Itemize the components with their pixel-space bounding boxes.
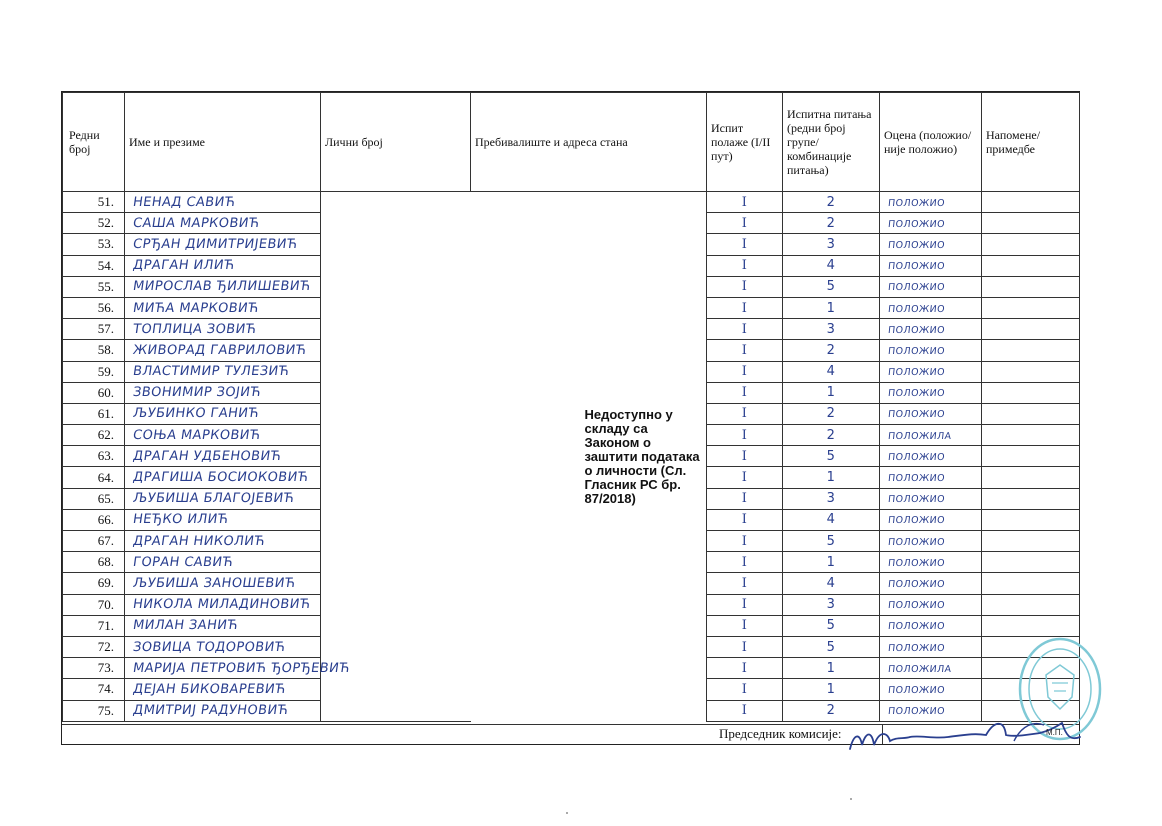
- grade: [880, 213, 982, 234]
- row-number: 73.: [63, 658, 125, 679]
- candidate-name-text: СРЂАН ДИМИТРИЈЕВИЋ: [131, 236, 299, 252]
- question-group: [783, 403, 880, 424]
- candidate-name: [125, 192, 321, 213]
- exam-attempt-text: I: [741, 470, 748, 486]
- notes: [982, 594, 1080, 615]
- grade: [880, 573, 982, 594]
- notes: [982, 255, 1080, 276]
- question-group: [783, 319, 880, 340]
- personal-id-redacted: [321, 192, 471, 722]
- row-number: 74.: [63, 679, 125, 700]
- exam-attempt-text: I: [741, 448, 748, 464]
- header-grade: Оцена (положио/ није положио): [880, 93, 982, 192]
- exam-attempt: [707, 234, 783, 255]
- exam-attempt-text: I: [741, 597, 748, 613]
- notes: [982, 234, 1080, 255]
- chair-label: Председник комисије:: [719, 726, 842, 741]
- candidate-name: [125, 636, 321, 657]
- question-group: [783, 361, 880, 382]
- candidate-name-text: МАРИЈА ПЕТРОВИЋ ЂОРЂЕВИЋ: [131, 660, 351, 676]
- grade: [880, 531, 982, 552]
- exam-registry-form: [61, 91, 1080, 745]
- candidate-name: [125, 276, 321, 297]
- question-group-text: 2: [826, 342, 836, 358]
- question-group-text: 3: [826, 321, 836, 337]
- candidate-name-text: ДЕЈАН БИКОВАРЕВИЋ: [131, 681, 287, 697]
- exam-attempt-text: I: [741, 660, 748, 676]
- chair-signature: [844, 711, 1104, 757]
- notes: [982, 361, 1080, 382]
- exam-attempt: [707, 213, 783, 234]
- exam-attempt: [707, 403, 783, 424]
- question-group-text: 1: [826, 470, 836, 486]
- grade-text: ПОЛОЖИО: [887, 600, 946, 612]
- candidate-name: [125, 488, 321, 509]
- row-number: 60.: [63, 382, 125, 403]
- candidate-name-text: ЗВОНИМИР ЗОЈИЋ: [131, 385, 262, 401]
- exam-attempt: [707, 552, 783, 573]
- grade-text: ПОЛОЖИЛА: [887, 663, 953, 675]
- grade-text: ПОЛОЖИО: [887, 536, 946, 548]
- notes: [982, 573, 1080, 594]
- candidate-name: [125, 552, 321, 573]
- exam-attempt-text: I: [741, 321, 748, 337]
- candidate-name: [125, 679, 321, 700]
- row-number: 61.: [63, 403, 125, 424]
- header-num: Редни број: [63, 93, 125, 192]
- grade-text: ПОЛОЖИО: [887, 557, 946, 569]
- grade-text: ПОЛОЖИО: [887, 409, 946, 421]
- exam-attempt-text: I: [741, 639, 748, 655]
- registry-body: [63, 192, 1080, 722]
- grade: [880, 552, 982, 573]
- grade-text: ПОЛОЖИО: [887, 642, 946, 654]
- grade: [880, 446, 982, 467]
- grade: [880, 488, 982, 509]
- question-group-text: 2: [826, 427, 836, 443]
- grade-text: ПОЛОЖИО: [887, 473, 946, 485]
- question-group-text: 2: [826, 215, 836, 231]
- grade: [880, 594, 982, 615]
- question-group: [783, 509, 880, 530]
- candidate-name: [125, 700, 321, 721]
- registry-table: [62, 92, 1080, 722]
- candidate-name-text: ЉУБИНКО ГАНИЋ: [131, 406, 260, 422]
- redacted-note: Недоступно у складу са Законом о заштити података о личности (Сл. Гласник РС бр. 87/2018): [471, 192, 707, 722]
- question-group-text: 4: [826, 575, 836, 591]
- exam-attempt: [707, 636, 783, 657]
- grade: [880, 192, 982, 213]
- candidate-name-text: ВЛАСТИМИР ТУЛЕЗИЋ: [131, 364, 291, 380]
- candidate-name: [125, 255, 321, 276]
- notes: [982, 319, 1080, 340]
- question-group: [783, 192, 880, 213]
- exam-attempt-text: I: [741, 215, 748, 231]
- notes: [982, 446, 1080, 467]
- scan-speck: [566, 812, 568, 814]
- candidate-name-text: ЖИВОРАД ГАВРИЛОВИЋ: [131, 342, 308, 358]
- grade-text: ПОЛОЖИО: [887, 494, 946, 506]
- candidate-name: [125, 297, 321, 318]
- grade: [880, 615, 982, 636]
- candidate-name-text: МИРОСЛАВ ЂИЛИШЕВИЋ: [131, 279, 312, 295]
- question-group-text: 4: [826, 512, 836, 528]
- exam-attempt: [707, 425, 783, 446]
- candidate-name-text: ТОПЛИЦА ЗОВИЋ: [131, 321, 258, 337]
- exam-attempt-text: I: [741, 342, 748, 358]
- grade: [880, 319, 982, 340]
- question-group-text: 4: [826, 258, 836, 274]
- question-group: [783, 552, 880, 573]
- row-number: 63.: [63, 446, 125, 467]
- exam-attempt-text: I: [741, 512, 748, 528]
- header-questions: Испитна питања (редни број групе/ комбинације питања): [783, 93, 880, 192]
- exam-attempt-text: I: [741, 258, 748, 274]
- grade-text: ПОЛОЖИО: [887, 303, 946, 315]
- question-group: [783, 255, 880, 276]
- question-group: [783, 467, 880, 488]
- question-group: [783, 382, 880, 403]
- exam-attempt-text: I: [741, 279, 748, 295]
- question-group-text: 5: [826, 279, 836, 295]
- grade-text: ПОЛОЖИО: [887, 345, 946, 357]
- grade: [880, 467, 982, 488]
- candidate-name: [125, 213, 321, 234]
- question-group-text: 3: [826, 236, 836, 252]
- row-number: 67.: [63, 531, 125, 552]
- exam-attempt-text: I: [741, 533, 748, 549]
- notes: [982, 552, 1080, 573]
- grade-text: ПОЛОЖИО: [887, 388, 946, 400]
- notes: [982, 509, 1080, 530]
- grade-text: ПОЛОЖИО: [887, 261, 946, 273]
- exam-attempt: [707, 531, 783, 552]
- exam-attempt: [707, 658, 783, 679]
- row-number: 54.: [63, 255, 125, 276]
- grade-text: ПОЛОЖИО: [887, 451, 946, 463]
- candidate-name: [125, 531, 321, 552]
- grade-text: ПОЛОЖИО: [887, 218, 946, 230]
- question-group: [783, 425, 880, 446]
- exam-attempt: [707, 679, 783, 700]
- question-group-text: 5: [826, 639, 836, 655]
- candidate-name-text: МИЋА МАРКОВИЋ: [131, 300, 260, 316]
- grade: [880, 276, 982, 297]
- exam-attempt-text: I: [741, 427, 748, 443]
- exam-attempt: [707, 319, 783, 340]
- question-group-text: 4: [826, 364, 836, 380]
- notes: [982, 340, 1080, 361]
- table-row: [63, 192, 1080, 213]
- stamp-label: М.П.: [1046, 728, 1063, 737]
- candidate-name-text: ДРАГАН УДБЕНОВИЋ: [131, 448, 283, 464]
- candidate-name-text: МИЛАН ЗАНИЋ: [131, 618, 239, 634]
- candidate-name-text: НЕЂКО ИЛИЋ: [131, 512, 230, 528]
- notes: [982, 467, 1080, 488]
- exam-attempt: [707, 361, 783, 382]
- candidate-name: [125, 340, 321, 361]
- candidate-name-text: ЉУБИША БЛАГОЈЕВИЋ: [131, 491, 296, 507]
- candidate-name: [125, 319, 321, 340]
- exam-attempt: [707, 382, 783, 403]
- exam-attempt-text: I: [741, 236, 748, 252]
- grade-text: ПОЛОЖИО: [887, 324, 946, 336]
- question-group: [783, 234, 880, 255]
- candidate-name: [125, 446, 321, 467]
- exam-attempt: [707, 509, 783, 530]
- exam-attempt: [707, 700, 783, 721]
- row-number: 72.: [63, 636, 125, 657]
- exam-attempt: [707, 297, 783, 318]
- grade-text: ПОЛОЖИО: [887, 282, 946, 294]
- grade: [880, 679, 982, 700]
- exam-attempt: [707, 446, 783, 467]
- exam-attempt-text: I: [741, 406, 748, 422]
- grade-text: ПОЛОЖИО: [887, 578, 946, 590]
- question-group-text: 2: [826, 194, 836, 210]
- notes: [982, 615, 1080, 636]
- exam-attempt: [707, 467, 783, 488]
- row-number: 51.: [63, 192, 125, 213]
- exam-attempt: [707, 276, 783, 297]
- exam-attempt-text: I: [741, 385, 748, 401]
- row-number: 57.: [63, 319, 125, 340]
- candidate-name-text: ЗОВИЦА ТОДОРОВИЋ: [131, 639, 287, 655]
- exam-attempt: [707, 573, 783, 594]
- header-name: Име и презиме: [125, 93, 321, 192]
- candidate-name-text: САША МАРКОВИЋ: [131, 215, 261, 231]
- notes: [982, 488, 1080, 509]
- notes: [982, 276, 1080, 297]
- row-number: 69.: [63, 573, 125, 594]
- candidate-name: [125, 467, 321, 488]
- candidate-name-text: ДМИТРИЈ РАДУНОВИЋ: [131, 703, 290, 719]
- question-group-text: 1: [826, 300, 836, 316]
- candidate-name-text: НЕНАД САВИЋ: [131, 194, 237, 210]
- exam-attempt-text: I: [741, 703, 748, 719]
- question-group: [783, 658, 880, 679]
- notes: [982, 531, 1080, 552]
- grade: [880, 636, 982, 657]
- candidate-name: [125, 425, 321, 446]
- candidate-name-text: НИКОЛА МИЛАДИНОВИЋ: [131, 597, 312, 613]
- exam-attempt: [707, 255, 783, 276]
- candidate-name: [125, 403, 321, 424]
- row-number: 58.: [63, 340, 125, 361]
- exam-attempt-text: I: [741, 194, 748, 210]
- candidate-name-text: СОЊА МАРКОВИЋ: [131, 427, 262, 443]
- question-group: [783, 679, 880, 700]
- question-group-text: 1: [826, 660, 836, 676]
- row-number: 68.: [63, 552, 125, 573]
- question-group: [783, 488, 880, 509]
- row-number: 65.: [63, 488, 125, 509]
- grade-text: ПОЛОЖИО: [887, 706, 946, 718]
- question-group: [783, 531, 880, 552]
- exam-attempt-text: I: [741, 554, 748, 570]
- question-group: [783, 297, 880, 318]
- grade: [880, 509, 982, 530]
- question-group: [783, 636, 880, 657]
- notes: [982, 382, 1080, 403]
- exam-attempt: [707, 594, 783, 615]
- grade-text: ПОЛОЖИЛА: [887, 430, 953, 442]
- notes: [982, 403, 1080, 424]
- exam-attempt-text: I: [741, 618, 748, 634]
- grade-text: ПОЛОЖИО: [887, 239, 946, 251]
- question-group: [783, 573, 880, 594]
- question-group-text: 1: [826, 681, 836, 697]
- row-number: 59.: [63, 361, 125, 382]
- question-group-text: 1: [826, 385, 836, 401]
- candidate-name: [125, 658, 351, 679]
- header-personal-id: Лични број: [321, 93, 471, 192]
- candidate-name: [125, 615, 321, 636]
- notes: [982, 297, 1080, 318]
- exam-attempt-text: I: [741, 575, 748, 591]
- row-number: 53.: [63, 234, 125, 255]
- candidate-name: [125, 573, 321, 594]
- scan-speck: [850, 798, 852, 800]
- question-group-text: 1: [826, 554, 836, 570]
- exam-attempt: [707, 192, 783, 213]
- grade: [880, 361, 982, 382]
- grade: [880, 234, 982, 255]
- exam-attempt: [707, 488, 783, 509]
- grade-text: ПОЛОЖИО: [887, 621, 946, 633]
- question-group-text: 5: [826, 533, 836, 549]
- grade: [880, 340, 982, 361]
- notes: [982, 192, 1080, 213]
- candidate-name-text: ЉУБИША ЗАНОШЕВИЋ: [131, 575, 297, 591]
- question-group: [783, 276, 880, 297]
- candidate-name-text: ДРАГАН НИКОЛИЋ: [131, 533, 266, 549]
- row-number: 52.: [63, 213, 125, 234]
- grade: [880, 658, 982, 679]
- row-number: 71.: [63, 615, 125, 636]
- grade-text: ПОЛОЖИО: [887, 684, 946, 696]
- candidate-name: [125, 509, 321, 530]
- candidate-name-text: ГОРАН САВИЋ: [131, 554, 235, 570]
- row-number: 56.: [63, 297, 125, 318]
- grade: [880, 255, 982, 276]
- exam-attempt: [707, 615, 783, 636]
- exam-attempt: [707, 340, 783, 361]
- row-number: 55.: [63, 276, 125, 297]
- header-exam: Испит полаже (I/II пут): [707, 93, 783, 192]
- exam-attempt-text: I: [741, 300, 748, 316]
- grade-text: ПОЛОЖИО: [887, 197, 946, 209]
- row-number: 62.: [63, 425, 125, 446]
- header-address: Пребивалиште и адреса стана: [471, 93, 707, 192]
- grade: [880, 382, 982, 403]
- notes: [982, 425, 1080, 446]
- question-group-text: 3: [826, 491, 836, 507]
- candidate-name: [125, 234, 321, 255]
- notes: [982, 213, 1080, 234]
- grade: [880, 297, 982, 318]
- question-group: [783, 340, 880, 361]
- header-notes: Напомене/ примедбе: [982, 93, 1080, 192]
- question-group: [783, 615, 880, 636]
- question-group: [783, 446, 880, 467]
- grade-text: ПОЛОЖИО: [887, 515, 946, 527]
- row-number: 75.: [63, 700, 125, 721]
- row-number: 64.: [63, 467, 125, 488]
- header-row: [63, 93, 1080, 192]
- question-group-text: 5: [826, 448, 836, 464]
- question-group-text: 3: [826, 597, 836, 613]
- exam-attempt-text: I: [741, 681, 748, 697]
- question-group-text: 2: [826, 406, 836, 422]
- question-group-text: 5: [826, 618, 836, 634]
- candidate-name: [125, 382, 321, 403]
- question-group: [783, 213, 880, 234]
- candidate-name: [125, 594, 321, 615]
- grade: [880, 403, 982, 424]
- question-group-text: 2: [826, 703, 836, 719]
- exam-attempt-text: I: [741, 364, 748, 380]
- grade: [880, 425, 982, 446]
- exam-attempt-text: I: [741, 491, 748, 507]
- question-group: [783, 594, 880, 615]
- candidate-name-text: ДРАГИША БОСИОКОВИЋ: [131, 470, 310, 486]
- row-number: 70.: [63, 594, 125, 615]
- grade-text: ПОЛОЖИО: [887, 367, 946, 379]
- candidate-name-text: ДРАГАН ИЛИЋ: [131, 258, 236, 274]
- row-number: 66.: [63, 509, 125, 530]
- candidate-name: [125, 361, 321, 382]
